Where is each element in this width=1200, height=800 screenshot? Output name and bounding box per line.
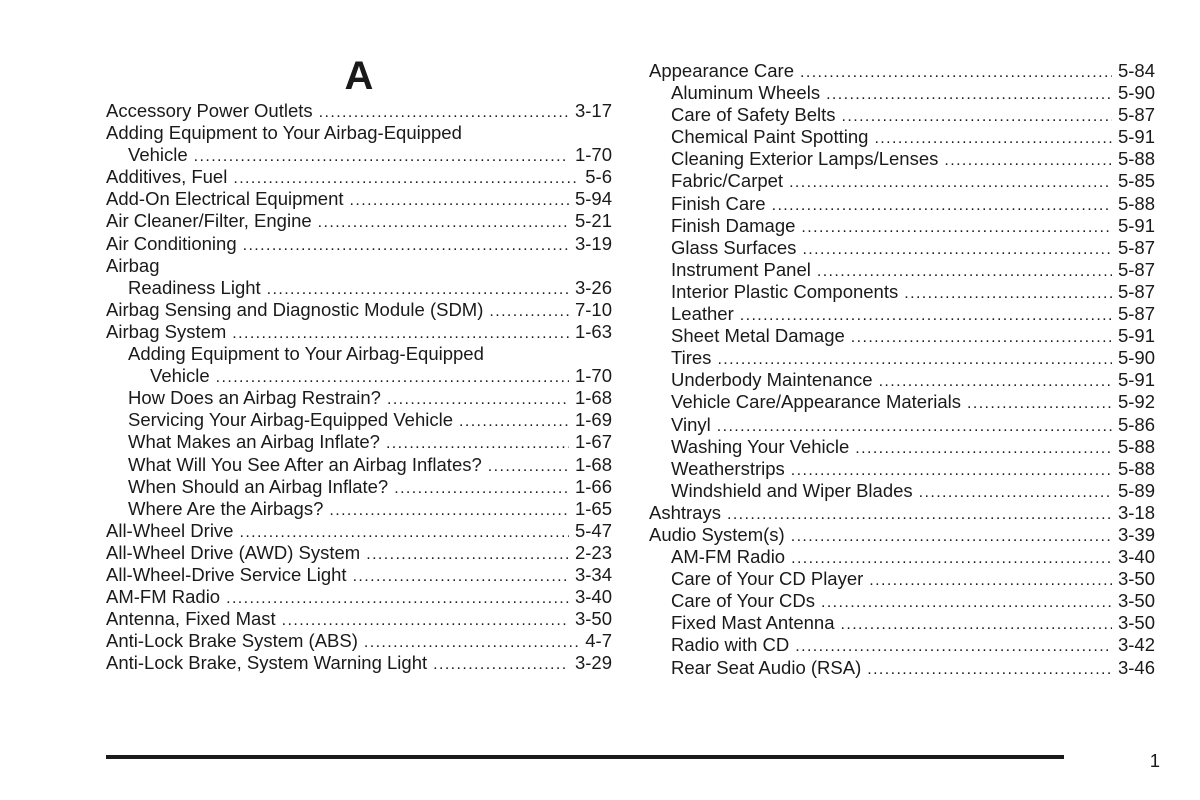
dot-leader: [904, 283, 1112, 305]
index-entry: [106, 431, 612, 453]
index-entry-page-ref: 5-84: [1117, 60, 1155, 81]
index-entry: [106, 409, 612, 431]
index-entry-page-ref: 3-29: [574, 652, 612, 674]
dot-leader: [740, 305, 1112, 327]
index-entry-page-ref: 1-68: [574, 453, 612, 475]
index-entry-page-ref: 1-70: [574, 144, 612, 166]
page-number: 1: [1149, 750, 1160, 771]
index-entry: [649, 104, 1155, 126]
index-entry-page-ref: 5-91: [1117, 369, 1155, 391]
index-entry-page-ref: 5-91: [1117, 126, 1155, 148]
index-entry-label: Cleaning Exterior Lamps/Lenses: [671, 148, 939, 170]
index-entry: [106, 586, 612, 608]
index-entry-page-ref: 5-87: [1117, 280, 1155, 302]
index-entry: [106, 321, 612, 343]
index-entry-label: Additives, Fuel: [106, 166, 228, 188]
index-entry: [649, 347, 1155, 369]
index-entry-label: Airbag Sensing and Diagnostic Module (SDM): [106, 298, 484, 320]
index-entry-page-ref: 3-50: [1117, 568, 1155, 590]
dot-leader: [867, 659, 1112, 681]
index-entry: [649, 60, 1155, 82]
index-entry: [106, 387, 612, 409]
dot-leader: [717, 416, 1112, 438]
dot-leader: [842, 106, 1112, 128]
index-entry-page-ref: 1-65: [574, 497, 612, 519]
index-entry-label: Fixed Mast Antenna: [671, 612, 835, 634]
dot-leader: [821, 592, 1112, 614]
dot-leader: [232, 323, 569, 345]
index-entry-label: Care of Your CD Player: [671, 568, 864, 590]
index-entry: [649, 369, 1155, 391]
index-column-left: [106, 100, 612, 674]
index-entry-page-ref: 3-40: [574, 586, 612, 608]
index-entry: [106, 299, 612, 321]
index-entry-label: Finish Care: [671, 192, 766, 214]
index-entry: [649, 82, 1155, 104]
index-entry-label: Aluminum Wheels: [671, 82, 821, 104]
index-entry-label: Radio with CD: [671, 634, 790, 656]
index-entry: [106, 630, 612, 652]
index-entry: [649, 237, 1155, 259]
dot-leader: [919, 482, 1112, 504]
dot-leader: [944, 150, 1112, 172]
index-entry-label: Add-On Electrical Equipment: [106, 188, 344, 210]
index-entry-page-ref: 5-87: [1117, 258, 1155, 280]
index-entry: [106, 122, 612, 144]
index-entry: [649, 436, 1155, 458]
index-entry-label: Vehicle Care/Appearance Materials: [671, 391, 961, 413]
dot-leader: [216, 367, 569, 389]
index-entry: [106, 188, 612, 210]
dot-leader: [967, 393, 1112, 415]
index-entry-page-ref: 5-6: [585, 166, 612, 188]
dot-leader: [802, 239, 1112, 261]
dot-leader: [851, 327, 1112, 349]
index-entry-label: Antenna, Fixed Mast: [106, 608, 276, 630]
index-entry: [106, 277, 612, 299]
dot-leader: [841, 614, 1112, 636]
dot-leader: [791, 526, 1112, 548]
index-entry-page-ref: 3-42: [1117, 634, 1155, 656]
index-entry-page-ref: 5-86: [1117, 413, 1155, 435]
index-entry-page-ref: 3-18: [1117, 501, 1155, 523]
dot-leader: [817, 261, 1112, 283]
index-entry-label: Interior Plastic Components: [671, 280, 899, 302]
index-entry-page-ref: 3-34: [574, 563, 612, 585]
index-entry: [106, 564, 612, 586]
dot-leader: [366, 544, 569, 566]
index-entry-page-ref: 5-47: [574, 519, 612, 541]
index-entry-label: Airbag: [106, 254, 160, 276]
index-entry-label: All-Wheel Drive: [106, 519, 234, 541]
index-entry: [106, 233, 612, 255]
dot-leader: [282, 610, 569, 632]
dot-leader: [350, 190, 569, 212]
index-entry: [649, 391, 1155, 413]
index-entry: [106, 100, 612, 122]
dot-leader: [488, 456, 569, 478]
dot-leader: [489, 301, 569, 323]
index-entry-page-ref: 3-46: [1117, 656, 1155, 678]
index-entry-page-ref: 2-23: [574, 541, 612, 563]
dot-leader: [826, 84, 1112, 106]
index-entry-label: Chemical Paint Spotting: [671, 126, 869, 148]
index-entry-page-ref: 3-40: [1117, 546, 1155, 568]
index-entry: [649, 458, 1155, 480]
index-entry-label: Vinyl: [671, 413, 711, 435]
index-entry-page-ref: 5-87: [1117, 104, 1155, 126]
index-entry-label: Windshield and Wiper Blades: [671, 479, 913, 501]
dot-leader: [800, 62, 1112, 84]
index-entry-label: Leather: [671, 303, 734, 325]
index-entry: [649, 281, 1155, 303]
index-entry-label: Airbag System: [106, 320, 227, 342]
index-entry-label: Care of Safety Belts: [671, 104, 836, 126]
index-entry-page-ref: 5-90: [1117, 347, 1155, 369]
dot-leader: [855, 438, 1112, 460]
index-entry-page-ref: 3-39: [1117, 523, 1155, 545]
index-entry: [649, 303, 1155, 325]
index-entry: [106, 608, 612, 630]
index-entry-label: AM-FM Radio: [671, 546, 786, 568]
index-entry-label: Sheet Metal Damage: [671, 325, 845, 347]
index-entry-page-ref: 5-88: [1117, 435, 1155, 457]
index-entry-label: Anti-Lock Brake, System Warning Light: [106, 652, 428, 674]
index-entry-label: Adding Equipment to Your Airbag-Equipped: [106, 122, 462, 144]
dot-leader: [727, 504, 1112, 526]
footer-rule: [106, 755, 1064, 759]
index-entry: [649, 524, 1155, 546]
index-entry: [649, 634, 1155, 656]
section-letter-heading: A: [344, 54, 374, 98]
index-entry-page-ref: 5-87: [1117, 303, 1155, 325]
index-entry-page-ref: 5-89: [1117, 479, 1155, 501]
index-entry-label: Instrument Panel: [671, 258, 811, 280]
index-entry-page-ref: 5-92: [1117, 391, 1155, 413]
dot-leader: [353, 566, 569, 588]
index-entry-label: Finish Damage: [671, 214, 796, 236]
dot-leader: [879, 371, 1112, 393]
index-entry-page-ref: 5-91: [1117, 214, 1155, 236]
dot-leader: [387, 389, 569, 411]
dot-leader: [874, 128, 1112, 150]
index-column-right: [649, 60, 1155, 679]
index-entry-page-ref: 3-50: [574, 608, 612, 630]
index-entry-page-ref: 7-10: [574, 298, 612, 320]
index-entry-label: Tires: [671, 347, 712, 369]
index-entry: [649, 193, 1155, 215]
index-entry-label: Audio System(s): [649, 523, 785, 545]
index-entry: [106, 652, 612, 674]
dot-leader: [789, 172, 1112, 194]
index-entry: [106, 520, 612, 542]
index-entry-label: Care of Your CDs: [671, 590, 815, 612]
index-entry-label: Anti-Lock Brake System (ABS): [106, 630, 358, 652]
index-entry-label: Where Are the Airbags?: [128, 497, 324, 519]
dot-leader: [233, 168, 579, 190]
dot-leader: [194, 146, 569, 168]
index-entry: [649, 612, 1155, 634]
index-entry: [649, 325, 1155, 347]
index-entry-page-ref: 3-26: [574, 276, 612, 298]
index-entry-label: Air Conditioning: [106, 232, 237, 254]
index-entry-label: All-Wheel-Drive Service Light: [106, 563, 347, 585]
index-entry: [649, 259, 1155, 281]
index-entry: [106, 144, 612, 166]
index-entry-label: Air Cleaner/Filter, Engine: [106, 210, 312, 232]
dot-leader: [386, 433, 569, 455]
index-entry: [106, 542, 612, 564]
index-entry-label: Adding Equipment to Your Airbag-Equipped: [128, 343, 484, 365]
index-entry-label: Fabric/Carpet: [671, 170, 784, 192]
index-entry-page-ref: 5-21: [574, 210, 612, 232]
index-entry-page-ref: 1-63: [574, 320, 612, 342]
index-entry: [649, 657, 1155, 679]
index-entry: [649, 414, 1155, 436]
index-entry: [106, 476, 612, 498]
index-entry: [106, 454, 612, 476]
index-entry-label: How Does an Airbag Restrain?: [128, 387, 381, 409]
index-entry-label: Washing Your Vehicle: [671, 435, 850, 457]
index-entry: [649, 590, 1155, 612]
index-entry-label: Vehicle: [128, 144, 188, 166]
index-entry: [106, 498, 612, 520]
index-entry-page-ref: 4-7: [585, 630, 612, 652]
index-entry-label: When Should an Airbag Inflate?: [128, 475, 389, 497]
index-entry-label: Servicing Your Airbag-Equipped Vehicle: [128, 409, 454, 431]
dot-leader: [319, 102, 569, 124]
dot-leader: [717, 349, 1112, 371]
index-entry: [106, 166, 612, 188]
index-entry-page-ref: 5-88: [1117, 148, 1155, 170]
index-entry-page-ref: 1-67: [574, 431, 612, 453]
dot-leader: [459, 411, 569, 433]
dot-leader: [318, 212, 569, 234]
index-entry-label: What Makes an Airbag Inflate?: [128, 431, 380, 453]
index-entry: [649, 170, 1155, 192]
dot-leader: [267, 279, 569, 301]
index-entry-label: All-Wheel Drive (AWD) System: [106, 541, 361, 563]
dot-leader: [869, 570, 1112, 592]
index-entry-label: Weatherstrips: [671, 457, 785, 479]
dot-leader: [795, 636, 1112, 658]
index-entry-page-ref: 5-94: [574, 188, 612, 210]
dot-leader: [243, 235, 569, 257]
dot-leader: [433, 654, 569, 676]
dot-leader: [801, 217, 1112, 239]
index-entry: [649, 568, 1155, 590]
index-entry-page-ref: 5-91: [1117, 325, 1155, 347]
index-entry: [106, 365, 612, 387]
index-entry-page-ref: 5-87: [1117, 236, 1155, 258]
index-entry-page-ref: 5-88: [1117, 457, 1155, 479]
index-entry: [649, 215, 1155, 237]
index-entry: [649, 480, 1155, 502]
dot-leader: [364, 632, 579, 654]
index-entry-page-ref: 1-66: [574, 475, 612, 497]
dot-leader: [791, 548, 1112, 570]
dot-leader: [329, 500, 569, 522]
dot-leader: [226, 588, 569, 610]
index-entry-page-ref: 1-70: [574, 365, 612, 387]
index-entry-label: Appearance Care: [649, 60, 795, 81]
index-entry-page-ref: 5-88: [1117, 192, 1155, 214]
index-entry-label: Readiness Light: [128, 276, 261, 298]
index-entry-label: AM-FM Radio: [106, 586, 221, 608]
index-entry-label: What Will You See After an Airbag Inflates?: [128, 453, 482, 475]
index-entry-page-ref: 1-69: [574, 409, 612, 431]
dot-leader: [772, 195, 1112, 217]
index-entry-label: Underbody Maintenance: [671, 369, 873, 391]
index-entry-page-ref: 3-50: [1117, 612, 1155, 634]
index-entry-label: Accessory Power Outlets: [106, 100, 313, 121]
index-entry-label: Vehicle: [150, 365, 210, 387]
index-entry: [106, 210, 612, 232]
dot-leader: [239, 522, 569, 544]
index-entry: [649, 148, 1155, 170]
index-entry: [106, 255, 612, 277]
index-entry-page-ref: 5-85: [1117, 170, 1155, 192]
index-entry: [649, 546, 1155, 568]
index-entry-page-ref: 1-68: [574, 387, 612, 409]
dot-leader: [394, 478, 569, 500]
index-entry-page-ref: 3-17: [574, 100, 612, 121]
index-entry-page-ref: 3-50: [1117, 590, 1155, 612]
index-entry-label: Ashtrays: [649, 501, 721, 523]
index-entry: [106, 343, 612, 365]
index-entry-label: Glass Surfaces: [671, 236, 797, 258]
index-entry-page-ref: 5-90: [1117, 82, 1155, 104]
index-entry-page-ref: 3-19: [574, 232, 612, 254]
dot-leader: [791, 460, 1112, 482]
index-entry: [649, 126, 1155, 148]
index-entry: [649, 502, 1155, 524]
index-entry-label: Rear Seat Audio (RSA): [671, 656, 862, 678]
